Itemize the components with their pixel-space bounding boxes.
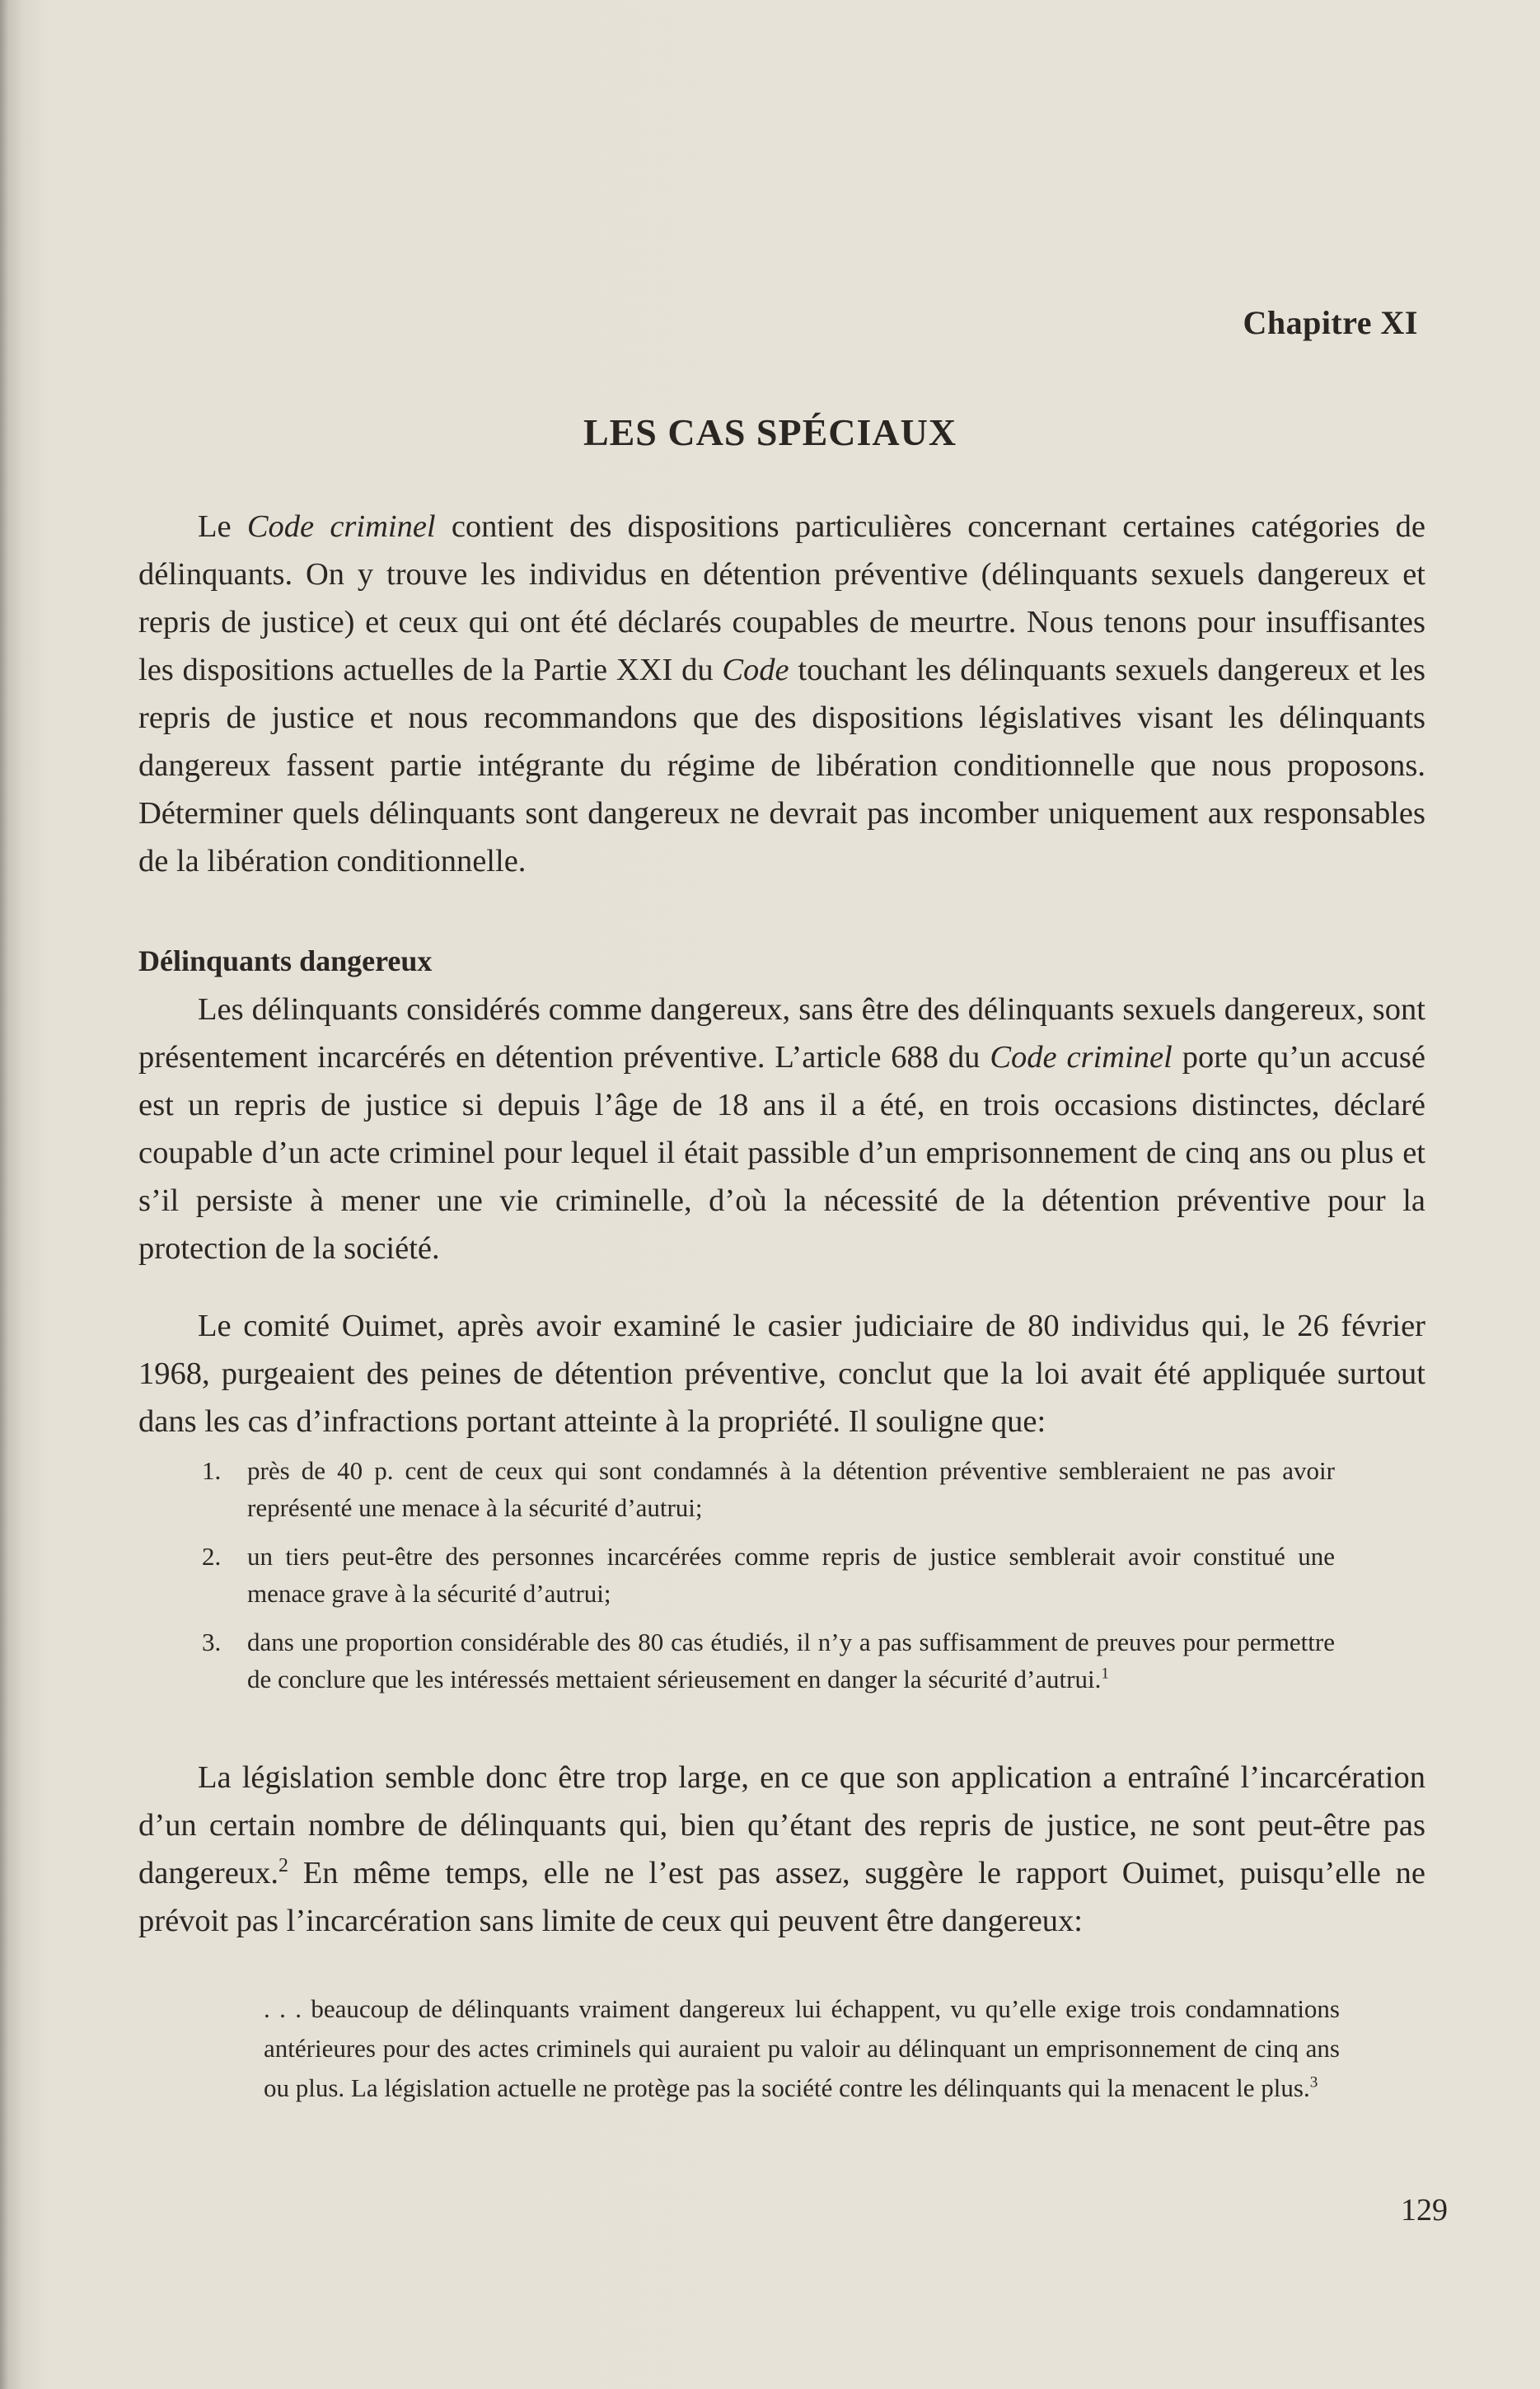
page-number: 129 — [1401, 2193, 1448, 2227]
list-item: 1. près de 40 p. cent de ceux qui sont condamnés à la détention préventive sembleraient ne pas avoir représenté une menace à la sécurité d’autrui; — [202, 1456, 1335, 1522]
code-italic: Code — [722, 653, 789, 687]
code-criminel-italic: Code criminel — [246, 509, 436, 544]
block-quote: . . . beaucoup de délinquants vraiment dangereux lui échappent, vu qu’elle exige trois condamnations antérieures pour des actes criminels qui auraient pu valoir au délinquant un emprisonnement de cinq ans ou plus. La législation actuelle ne protège pas la société contre les délinquants qui la menacent le plus.$^3$ — [264, 1994, 1340, 2102]
section-heading: Délinquants dangereux — [138, 944, 433, 977]
findings-list — [202, 1452, 1335, 1709]
paragraph-dangerous-offenders: Les délinquants considérés comme dangereux, sans être des délinquants sexuels dangereux, sont présentement incarcérés en détention préventive. L’article 688 du Code criminel porte qu’un accusé est un repris de justice si depuis l’âge de 18 ans il a été, en trois occasions distinctes, déclaré coupable d’un acte criminel pour lequel il était passible d’un emprisonnement de cinq ans ou plus et s’il persiste à mener une vie criminelle, d’où la nécessité de la détention préventive pour la protection de la société. — [138, 992, 1425, 1266]
list-item: 2. un tiers peut-être des personnes incarcérées comme repris de justice semblerait avoir constitué une menace grave à la sécurité d’autrui; — [202, 1542, 1335, 1608]
chapter-title: LES CAS SPÉCIAUX — [583, 411, 957, 453]
chapter-label: Chapitre XI — [1243, 304, 1418, 341]
paragraph-ouimet-committee: Le comité Ouimet, après avoir examiné le casier judiciaire de 80 individus qui, le 26 février 1968, purgeaient des peines de détention préventive, conclut que la loi avait été appliquée surtout dans les cas d’infractions portant atteinte à la propriété. Il souligne que: — [138, 1309, 1425, 1439]
list-item: 3. dans une proportion considérable des 80 cas étudiés, il n’y a pas suffisamment de preuves pour permettre de conclure que les intéressés mettaient sérieusement en danger la sécurité d’autrui.$^1$ — [202, 1628, 1335, 1693]
footnote-ref: 1 — [1101, 1665, 1109, 1683]
footnote-ref: 3 — [1309, 2073, 1318, 2092]
footnote-ref: 2 — [278, 1855, 288, 1877]
code-criminel-italic: Code criminel — [990, 1040, 1173, 1075]
paragraph-intro: Le Code criminel contient des dispositions particulières concernant certaines catégories de délinquants. On y trouve les individus en détention préventive (délinquants sexuels dangereux et repris de justice) et ceux qui ont été déclarés coupables de meurtre. Nous tenons pour insuffisantes les dispositions actuelles de la Partie XXI du Code touchant les délinquants sexuels dangereux et les repris de justice et nous recommandons que des dispositions législatives visant les délinquants dangereux fassent partie intégrante du régime de libération conditionnelle que nous proposons. Déterminer quels délinquants sont dangereux ne devrait pas incomber uniquement aux responsables de la libération conditionnelle. — [138, 509, 1426, 878]
paragraph-legislation: La législation semble donc être trop large, en ce que son application a entraîné l’incarcération d’un certain nombre de délinquants qui, bien qu’étant des repris de justice, ne sont peut-être pas dangereux.$^2$ En même temps, elle ne l’est pas assez, suggère le rapport Ouimet, puisqu’elle ne prévoit pas l’incarcération sans limite de ceux qui peuvent être dangereux: — [138, 1760, 1425, 1938]
